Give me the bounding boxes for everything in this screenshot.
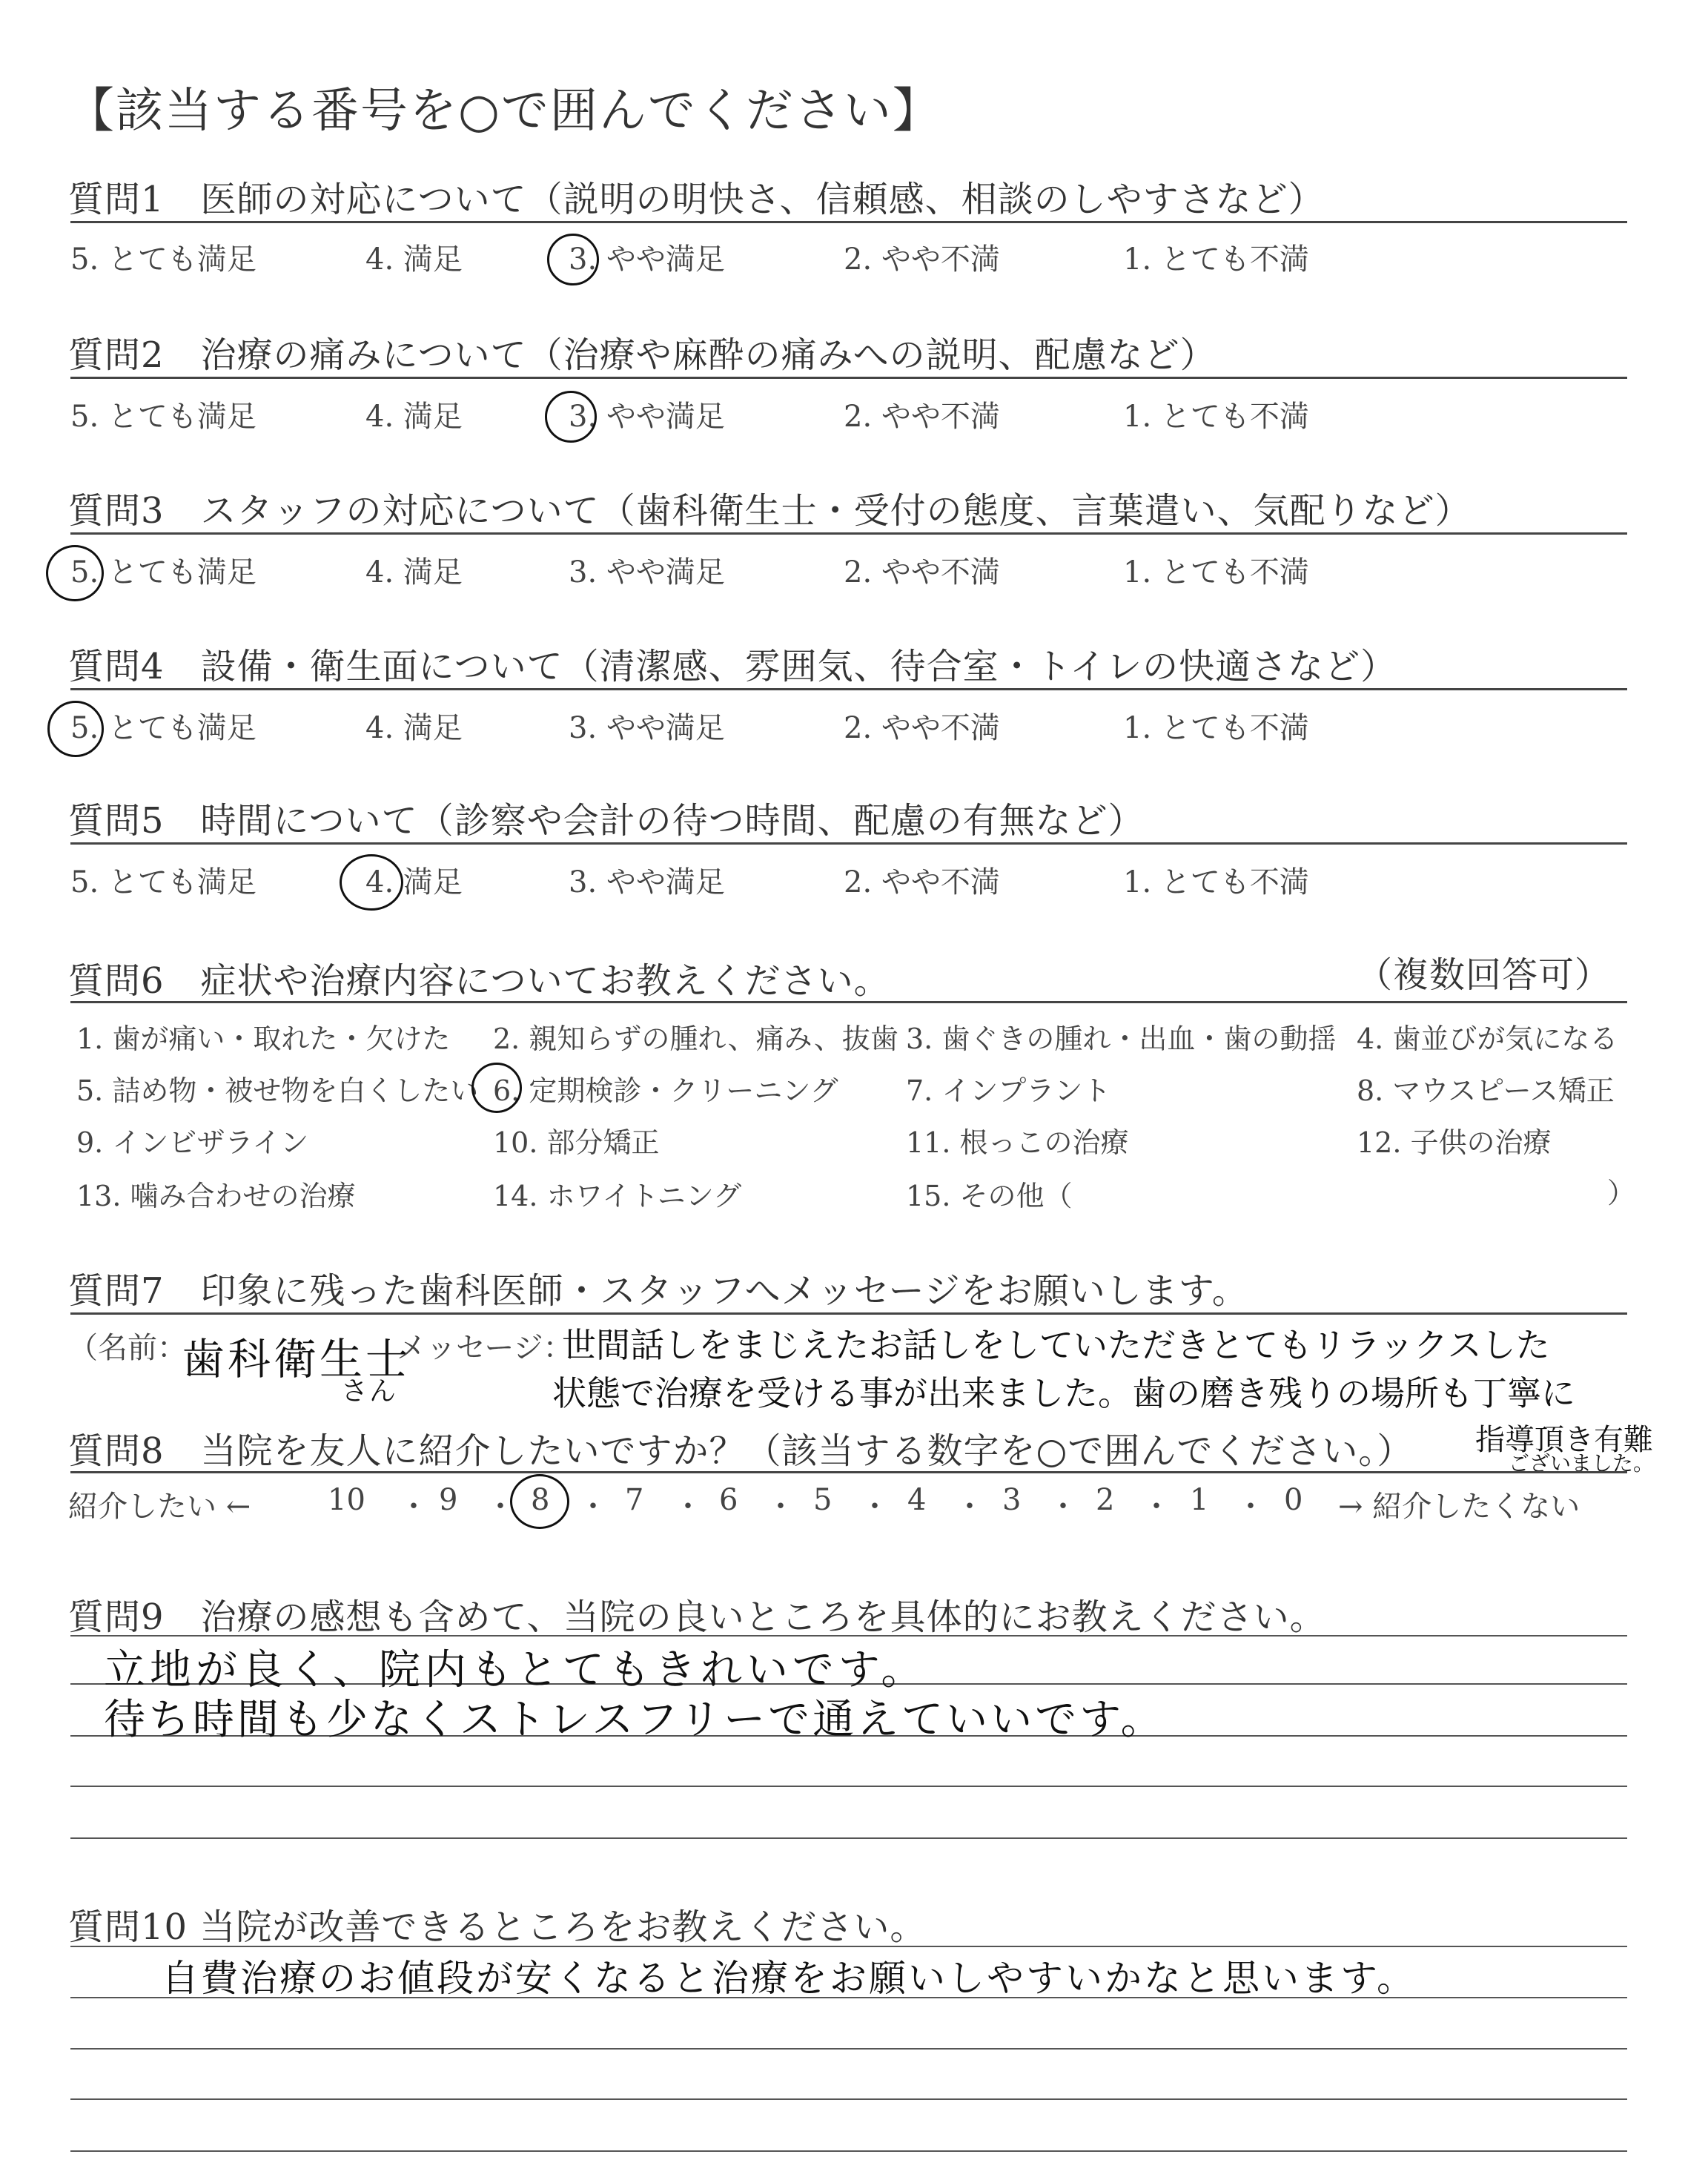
q5-option-2[interactable]: 2. やや不満 <box>844 865 1000 899</box>
q8-number-3[interactable]: 3 <box>1002 1483 1022 1517</box>
q6-item-15[interactable]: 15. その他（ <box>906 1180 1073 1212</box>
q8-number-5[interactable]: 5 <box>813 1483 833 1517</box>
q6-item-11[interactable]: 11. 根っこの治療 <box>906 1126 1129 1159</box>
q6-item-4[interactable]: 4. 歯並びが気になる <box>1357 1023 1618 1055</box>
q9-heading: 質問9 治療の感想も含めて、当院の良いところを具体的にお教えください。 <box>68 1596 1326 1638</box>
q3-option-4[interactable]: 4. 満足 <box>365 555 463 589</box>
q6-item-2[interactable]: 2. 親知らずの腫れ、痛み、抜歯 <box>493 1023 898 1055</box>
q7-message-label: メッセージ： <box>397 1331 573 1365</box>
q8-sep: ・ <box>860 1490 890 1524</box>
q9-answer-line1: 立地が良く、院内もとてもきれいです。 <box>104 1646 927 1694</box>
q7-name-value: 歯科衛生士 <box>182 1334 412 1384</box>
q8-number-0[interactable]: 0 <box>1284 1483 1303 1517</box>
q7-name-label: （名前： <box>68 1331 187 1365</box>
q8-number-9[interactable]: 9 <box>439 1483 458 1517</box>
q8-sep: ・ <box>673 1490 703 1524</box>
q8-number-6[interactable]: 6 <box>719 1483 738 1517</box>
q6-item-12[interactable]: 12. 子供の治療 <box>1357 1126 1552 1159</box>
q2-option-5[interactable]: 5. とても満足 <box>70 400 256 434</box>
q8-sep: ・ <box>1048 1490 1078 1524</box>
q6-item-5[interactable]: 5. 詰め物・被せ物を白くしたい <box>76 1074 479 1107</box>
q6-item-14[interactable]: 14. ホワイトニング <box>493 1180 742 1212</box>
q8-number-7[interactable]: 7 <box>625 1483 644 1517</box>
q7-message-line1: 世間話しをまじえたお話しをしていただきとてもリラックスした <box>562 1325 1550 1365</box>
q7-message-line4: ございました。 <box>1509 1451 1655 1476</box>
q8-number-1[interactable]: 1 <box>1190 1483 1209 1517</box>
q5-option-1[interactable]: 1. とても不満 <box>1123 865 1309 899</box>
q7-message-line3: 指導頂き有難 <box>1475 1423 1653 1457</box>
q4-option-2[interactable]: 2. やや不満 <box>844 711 1000 745</box>
q6-item-6[interactable]: 6. 定期検診・クリーニング <box>493 1074 838 1107</box>
q8-sep: ・ <box>766 1490 795 1524</box>
q2-option-1[interactable]: 1. とても不満 <box>1123 400 1309 434</box>
q5-selection-circle <box>340 854 403 911</box>
q4-option-4[interactable]: 4. 満足 <box>365 711 463 745</box>
q8-sep: ・ <box>578 1490 608 1524</box>
q6-item-1[interactable]: 1. 歯が痛い・取れた・欠けた <box>76 1023 451 1055</box>
q8-sep: ・ <box>1142 1490 1171 1524</box>
q8-sep: ・ <box>1236 1490 1265 1524</box>
q8-sep: ・ <box>486 1490 515 1524</box>
q6-item-7[interactable]: 7. インプラント <box>906 1074 1111 1107</box>
q6-note: （複数回答可） <box>1357 954 1612 996</box>
q8-right-label: → 紹介したくない <box>1338 1490 1580 1524</box>
q7-heading: 質問7 印象に残った歯科医師・スタッフへメッセージをお願いします。 <box>68 1270 1248 1312</box>
q3-heading: 質問3 スタッフの対応について（歯科衛生士・受付の態度、言葉遣い、気配りなど） <box>68 490 1472 532</box>
q1-option-2[interactable]: 2. やや不満 <box>844 242 1000 277</box>
q8-sep: ・ <box>955 1490 984 1524</box>
q4-selection-circle <box>47 701 104 757</box>
q1-option-4[interactable]: 4. 満足 <box>365 242 463 277</box>
q6-item-8[interactable]: 8. マウスピース矯正 <box>1357 1074 1615 1107</box>
q9-answer-line2: 待ち時間も少なくストレスフリーで通えていいです。 <box>104 1696 1165 1744</box>
q6-item-9[interactable]: 9. インビザライン <box>76 1126 309 1159</box>
q4-option-3[interactable]: 3. やや満足 <box>569 711 725 745</box>
q3-selection-circle <box>46 545 104 601</box>
q7-message-line2: 状態で治療を受ける事が出来ました。歯の磨き残りの場所も丁寧に <box>552 1373 1575 1413</box>
q1-option-3[interactable]: 3. やや満足 <box>569 242 725 277</box>
q8-number-10[interactable]: 10 <box>328 1483 365 1517</box>
q2-option-2[interactable]: 2. やや不満 <box>844 400 1000 434</box>
q8-number-2[interactable]: 2 <box>1096 1483 1115 1517</box>
q4-option-1[interactable]: 1. とても不満 <box>1123 711 1309 745</box>
q6-item-13[interactable]: 13. 噛み合わせの治療 <box>76 1180 356 1212</box>
q8-selection-circle <box>510 1474 569 1529</box>
q10-heading: 質問10 当院が改善できるところをお教えください。 <box>68 1906 927 1948</box>
q5-option-5[interactable]: 5. とても満足 <box>70 865 256 899</box>
q3-option-3[interactable]: 3. やや満足 <box>569 555 725 589</box>
q4-heading: 質問4 設備・衛生面について（清潔感、雰囲気、待合室・トイレの快適さなど） <box>68 646 1397 687</box>
q8-left-label: 紹介したい ← <box>68 1490 251 1524</box>
q1-selection-circle <box>547 234 599 285</box>
q7-san: さん <box>341 1376 398 1407</box>
q6-item-3[interactable]: 3. 歯ぐきの腫れ・出血・歯の動揺 <box>906 1023 1337 1055</box>
q8-number-8[interactable]: 8 <box>531 1483 550 1517</box>
q2-selection-circle <box>545 391 597 443</box>
q4-option-5[interactable]: 5. とても満足 <box>70 711 256 745</box>
q8-number-4[interactable]: 4 <box>907 1483 927 1517</box>
q6-item-10[interactable]: 10. 部分矯正 <box>493 1126 660 1159</box>
q3-option-2[interactable]: 2. やや不満 <box>844 555 1000 589</box>
page-title: 【該当する番号を○で囲んでください】 <box>67 84 941 139</box>
q2-option-3[interactable]: 3. やや満足 <box>569 400 725 434</box>
q3-option-5[interactable]: 5. とても満足 <box>70 555 256 589</box>
q2-option-4[interactable]: 4. 満足 <box>365 400 463 434</box>
q10-answer-line1: 自費治療のお値段が安くなると治療をお願いしやすいかなと思います。 <box>162 1957 1416 2000</box>
q5-option-3[interactable]: 3. やや満足 <box>569 865 725 899</box>
q6-item-15-close: ） <box>1607 1177 1636 1209</box>
q1-heading: 質問1 医師の対応について（説明の明快さ、信頼感、相談のしやすさなど） <box>68 179 1325 220</box>
q6-heading: 質問6 症状や治療内容についてお教えください。 <box>68 960 890 1002</box>
q1-option-1[interactable]: 1. とても不満 <box>1123 242 1309 277</box>
q8-sep: ・ <box>399 1490 428 1524</box>
q2-heading: 質問2 治療の痛みについて（治療や麻酔の痛みへの説明、配慮など） <box>68 334 1217 376</box>
q6-selection-circle <box>471 1063 522 1113</box>
q1-option-5[interactable]: 5. とても満足 <box>70 242 256 277</box>
q3-option-1[interactable]: 1. とても不満 <box>1123 555 1309 589</box>
q8-heading: 質問8 当院を友人に紹介したいですか？（該当する数字を○で囲んでください。） <box>68 1430 1414 1472</box>
q5-option-4[interactable]: 4. 満足 <box>365 865 463 899</box>
q5-heading: 質問5 時間について（診察や会計の待つ時間、配慮の有無など） <box>68 800 1145 842</box>
